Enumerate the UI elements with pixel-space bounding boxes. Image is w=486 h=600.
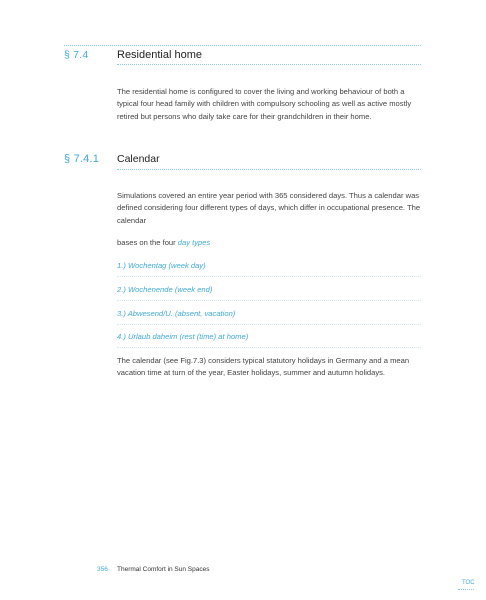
toc-link[interactable]: TOC bbox=[462, 580, 475, 586]
section-number: § 7.4 bbox=[64, 49, 89, 61]
toc-rule bbox=[458, 589, 474, 590]
calendar-paragraph-1: Simulations covered an entire year period with 365 considered days. Thus a calendar was defined considering four different types of days, which differ in occupational presence. The calendar bbox=[117, 191, 421, 225]
subsection-title: Calendar bbox=[117, 153, 160, 165]
section-title: Residential home bbox=[117, 49, 202, 61]
day-type-rule bbox=[117, 276, 421, 277]
section-title-rule bbox=[117, 64, 421, 65]
calendar-paragraph-2 bbox=[117, 237, 427, 249]
subsection-number: § 7.4.1 bbox=[64, 153, 100, 165]
paragraph-2-text: bases on the four bbox=[117, 238, 178, 247]
page-number: 356 bbox=[97, 566, 108, 573]
day-type-item: 3.) Abwesend/U. (absent, vacation) bbox=[117, 309, 236, 318]
calendar-paragraph-3: The calendar (see Fig.7.3) considers typical statutory holidays in Germany and a mean vacation time at turn of the year, Easter holidays, summer and autumn holidays. bbox=[117, 356, 410, 378]
subsection-title-rule bbox=[117, 169, 421, 170]
day-types-link[interactable]: day types bbox=[177, 238, 211, 247]
day-type-item: 2.) Wochenende (week end) bbox=[117, 285, 213, 294]
day-type-item: 4.) Urlaub daheim (rest (time) at home) bbox=[117, 332, 249, 341]
day-type-rule bbox=[117, 324, 421, 325]
day-type-rule bbox=[117, 300, 421, 301]
day-type-rule bbox=[117, 347, 421, 348]
day-type-item: 1.) Wochentag (week day) bbox=[117, 261, 206, 270]
book-title: Thermal Comfort in Sun Spaces bbox=[117, 566, 210, 573]
section-7-4-body: The residential home is configured to cover the living and working behaviour of both a typical four head family with children with compulsory schooling as well as active mostly retired but persons who daily take care for their grandchildren in their home. bbox=[117, 87, 412, 121]
top-rule bbox=[64, 45, 421, 46]
